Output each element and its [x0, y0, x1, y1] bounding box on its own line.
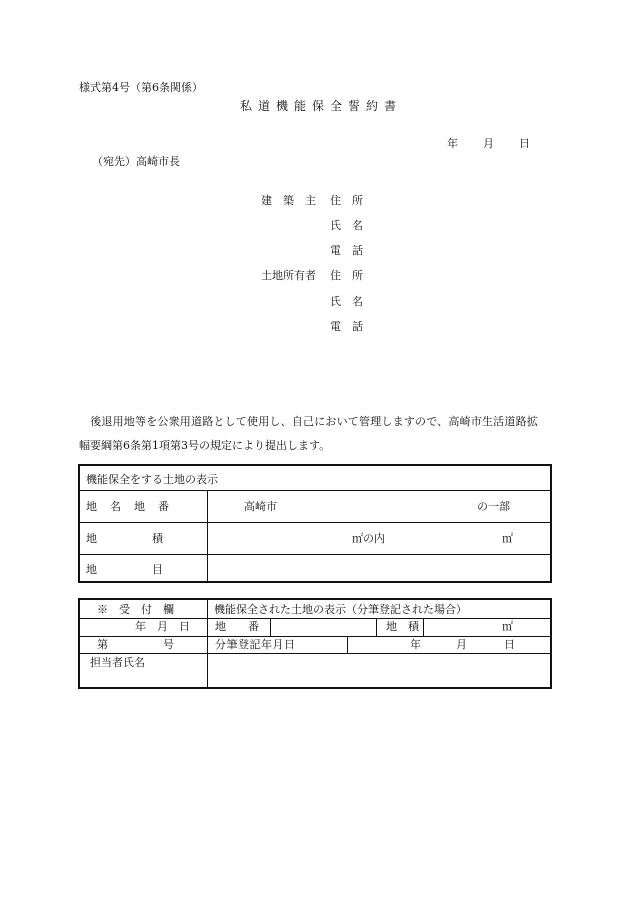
- landowner-address-label: 住 所: [330, 269, 363, 282]
- land-category-label: 地 目: [86, 563, 163, 576]
- divider: [80, 618, 550, 619]
- city-name: 高崎市: [244, 500, 277, 513]
- divider: [80, 636, 550, 637]
- registration-date-label: 分筆登記年月日: [215, 638, 296, 651]
- body-text-line-1: 後退用地等を公衆用道路として使用し、自己において管理しますので、高崎市生活道路拡: [79, 415, 538, 428]
- reception-number-label: 第 号: [97, 638, 174, 651]
- addressee: （宛先）高崎市長: [92, 155, 180, 168]
- divided-land-header: 機能保全された土地の表示（分筆登記された場合）: [214, 603, 467, 616]
- divider: [80, 522, 550, 523]
- divider: [80, 653, 550, 654]
- receipt-table: [78, 598, 552, 689]
- area-unit-within: ㎡の内: [352, 532, 385, 545]
- document-title: 私道機能保全誓約書: [240, 99, 403, 113]
- divider: [270, 618, 271, 636]
- divided-area-label: 地 積: [386, 620, 419, 633]
- divider: [207, 600, 208, 687]
- area-unit: ㎡: [502, 532, 513, 545]
- builder-role-label: 建 築 主: [261, 194, 316, 207]
- reception-label: ※ 受 付 欄: [97, 603, 174, 616]
- builder-name-label: 氏 名: [330, 219, 363, 232]
- landowner-role-label: 土地所有者: [261, 269, 316, 282]
- landowner-phone-label: 電 話: [330, 320, 363, 333]
- chiban-label: 地 名 地 番: [86, 500, 170, 513]
- date-month-label: 月: [483, 137, 494, 150]
- land-table-header: 機能保全をする土地の表示: [86, 473, 218, 486]
- divider: [207, 490, 208, 581]
- divided-chiban-label: 地 番: [215, 620, 259, 633]
- reception-date-label: 年 月 日: [135, 620, 190, 633]
- landowner-name-label: 氏 名: [330, 295, 363, 308]
- registration-year: 年: [410, 638, 421, 651]
- divider: [80, 554, 550, 555]
- divider: [376, 618, 377, 636]
- land-table: [78, 464, 552, 583]
- date-day-label: 日: [519, 137, 530, 150]
- builder-address-label: 住 所: [330, 194, 363, 207]
- divider: [347, 636, 348, 653]
- divider: [423, 618, 424, 636]
- builder-phone-label: 電 話: [330, 244, 363, 257]
- date-year-label: 年: [447, 137, 458, 150]
- part-suffix: の一部: [477, 500, 510, 513]
- staff-name-label: 担当者氏名: [90, 656, 145, 669]
- registration-day: 日: [504, 638, 515, 651]
- form-number: 様式第4号（第6条関係）: [79, 81, 203, 94]
- divider: [80, 490, 550, 491]
- divided-area-unit: ㎡: [502, 620, 513, 633]
- body-text-line-2: 幅要綱第6条第1項第3号の規定により提出します。: [79, 439, 331, 452]
- registration-month: 月: [456, 638, 467, 651]
- area-label: 地 積: [86, 532, 163, 545]
